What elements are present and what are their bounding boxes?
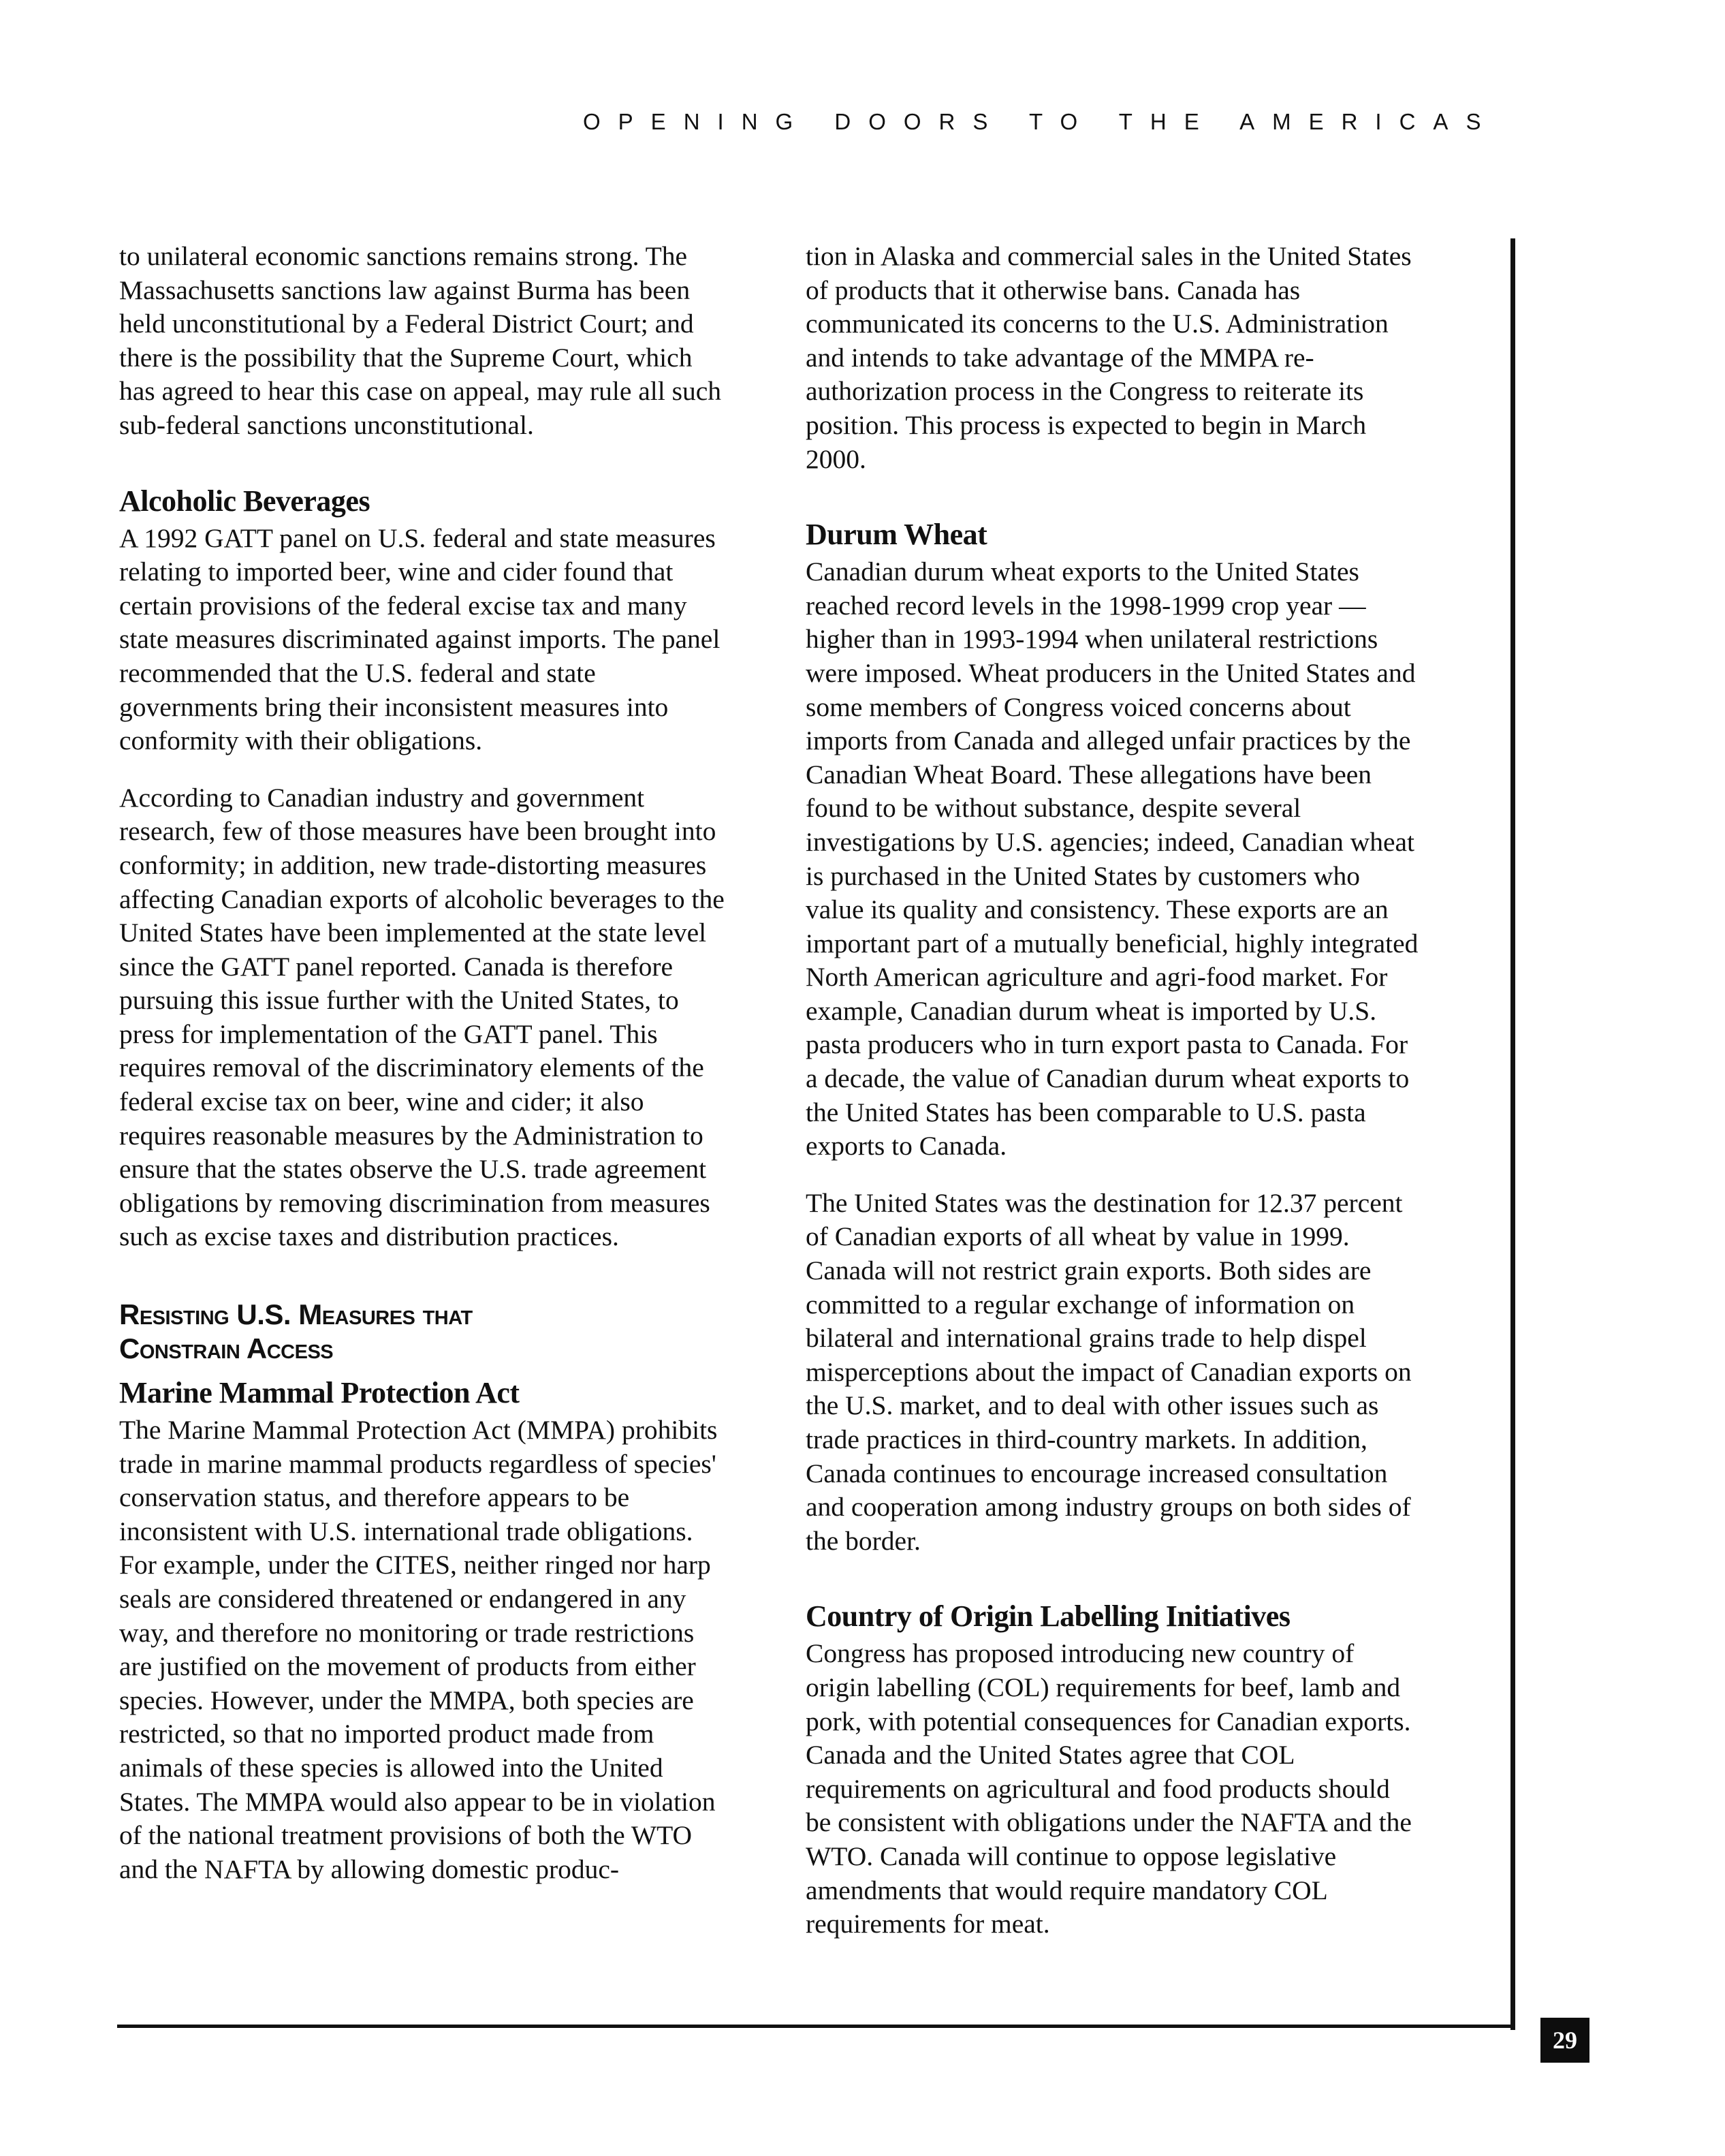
section-heading-line: Constrain Access — [119, 1332, 334, 1365]
body-paragraph: According to Canadian industry and government research, few of those measures have been brought into conformity; in addition, new trade-distorting measures affecting Canadian exports of alcoholic beverages to the United States have been implemented at the state level since the GATT panel reported. Canada is therefore pursuing this issue further with the United States, to press for implementation of the GATT panel. This requires removal of the discriminatory elements of the federal excise tax on beer, wine and cider; it also requires reasonable measures by the Administration to ensure that the states observe the U.S. trade agreement obligations by removing discrimination from measures such as excise taxes and distribution practices. — [119, 782, 725, 1252]
continued-paragraph: to unilateral economic sanctions remains strong. The Massachusetts sanctions law against Burma has been held unconstitutional by a Federal District Court; and there is the possibility that the Supreme Court, which has agreed to hear this case on appeal, may rule all such sub-federal sanctions unconstitutional. — [119, 241, 722, 440]
section-heading — [119, 1298, 729, 1366]
heading-country-of-origin-labelling: Country of Origin Labelling Initiatives — [806, 1599, 1291, 1634]
body-paragraph: The Marine Mammal Protection Act (MMPA) prohibits trade in marine mammal products regardless of species' conservation status, and therefore appears to be inconsistent with U.S. international trade obligations. For example, under the CITES, neither ringed nor harp seals are considered threatened or endangered in any way, and therefore no monitoring or trade restrictions are justified on the movement of products from either species. However, under the MMPA, both species are restricted, so that no imported product made from animals of these species is allowed into the United States. The MMPA would also appear to be in violation of the national treatment provisions of both the WTO and the NAFTA by allowing domestic produc- — [119, 1415, 718, 1884]
body-paragraph: Canadian durum wheat exports to the United States reached record levels in the 1998-1999 crop year — higher than in 1993-1994 when unilateral restrictions were imposed. Wheat producers in the United States and some members of Congress voiced concerns about imports from Canada and alleged unfair practices by the Canadian Wheat Board. These allegations have been found to be without substance, despite several investigations by U.S. agencies; indeed, Canadian wheat is purchased in the United States by customers who value its quality and consistency. These exports are an important part of a mutually beneficial, highly integrated North American agriculture and agri-food market. For example, Canadian durum wheat is imported by U.S. pasta producers who in turn export pasta to Canada. For a decade, the value of Canadian durum wheat exports to the United States has been comparable to U.S. pasta exports to Canada. — [806, 557, 1419, 1161]
heading-alcoholic-beverages: Alcoholic Beverages — [119, 484, 370, 518]
body-paragraph: Congress has proposed introducing new country of origin labelling (COL) requirements for beef, lamb and pork, with potential consequences for Canadian exports. Canada and the United States agree that COL requirements on agricultural and food products should be consistent with obligations under the NAFTA and the WTO. Canada will continue to oppose legislative amendments that would require mandatory COL requirements for meat. — [806, 1638, 1412, 1939]
section-heading-line: Resisting U.S. Measures that — [119, 1298, 473, 1331]
body-paragraph: A 1992 GATT panel on U.S. federal and state measures relating to imported beer, wine and cider found that certain provisions of the federal excise tax and many state measures discriminated against imports. The panel recommended that the U.S. federal and state governments bring their inconsistent measures into conformity with their obligations. — [119, 522, 721, 756]
horizontal-rule — [117, 2025, 1515, 2028]
left-column — [119, 240, 729, 1909]
body-paragraph: The United States was the destination for 12.37 percent of Canadian exports of all wheat by value in 1999. Canada will not restrict grain exports. Both sides are committed to a regular exchange of information on bilateral and international grains trade to help dispel misperceptions about the impact of Canadian exports on the U.S. market, and to deal with other issues such as trade practices in third-country markets. In addition, Canada continues to encourage increased consultation and cooperation among industry groups on both sides of the border. — [806, 1187, 1412, 1556]
right-column — [806, 240, 1419, 1965]
continued-paragraph: tion in Alaska and commercial sales in the United States of products that it otherwise bans. Canada has communicated its concerns to the U.S. Administration and intends to take advantage of the MMPA re-authorization process in the Congress to reiterate its position. This process is expected to begin in March 2000. — [806, 241, 1412, 474]
heading-durum-wheat: Durum Wheat — [806, 518, 987, 552]
page-number: 29 — [1540, 2018, 1589, 2063]
vertical-rule — [1510, 238, 1515, 2030]
running-header: OPENING DOORS TO THE AMERICAS — [583, 109, 1499, 134]
heading-marine-mammal-protection-act: Marine Mammal Protection Act — [119, 1376, 520, 1410]
